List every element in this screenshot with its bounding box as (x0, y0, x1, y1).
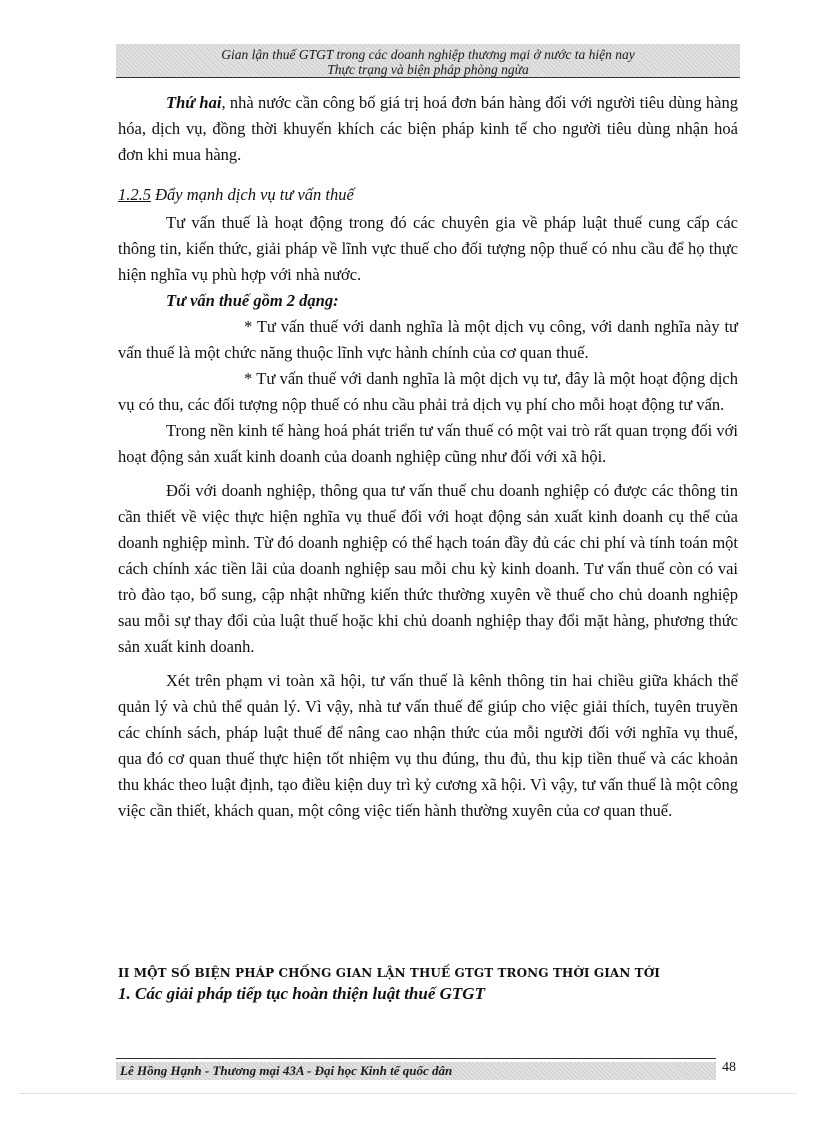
bullet-private-service: * Tư vấn thuế với danh nghĩa là một dịch vụ tư, đây là một hoạt động dịch vụ có thu, các đối tượng nộp thuế có nhu cầu phải trả dịch vụ phí cho mỗi hoạt động tư vấn. (118, 369, 738, 414)
footer-rule (116, 1058, 716, 1059)
section-heading-1-2-5 (118, 182, 738, 208)
paragraph-society: Xét trên phạm vi toàn xã hội, tư vấn thuế là kênh thông tin hai chiều giữa khách thể quản lý và chủ thể quản lý. Vì vậy, nhà tư vấn thuế để giúp cho việc giải thích, tuyên truyền các chính sách, pháp luật thuế để nâng cao nhận thức của mỗi người đối với nghĩa vụ thuế, qua đó cơ quan thuế thực hiện tốt nhiệm vụ thu đúng, thu đủ, thu kịp tiền thuế và các khoản thu khác theo luật định, tạo điều kiện duy trì kỷ cương xã hội. Vì vậy, tư vấn thuế là một công việc cần thiết, khách quan, một công việc tiến hành thường xuyên của cơ quan thuế. (118, 671, 738, 820)
header-title-line1: Gian lận thuế GTGT trong các doanh nghiệp thương mại ở nước ta hiện nay (221, 47, 635, 62)
bullet-public-service: * Tư vấn thuế với danh nghĩa là một dịch vụ công, với danh nghĩa này tư vấn thuế là một chức năng thuộc lĩnh vực hành chính của cơ quan thuế. (118, 317, 738, 362)
page-number: 48 (722, 1060, 736, 1075)
paragraph-definition: Tư vấn thuế là hoạt động trong đó các chuyên gia về pháp luật thuế cung cấp các thông tin, kiến thức, giải pháp về lĩnh vực thuế cho đối tượng nộp thuế có nhu cầu để họ thực hiện nghĩa vụ phù hợp với nhà nước. (118, 213, 738, 284)
section-heading-ii: II MỘT SỐ BIỆN PHÁP CHỐNG GIAN LẬN THUẾ GTGT TRONG THỜI GIAN TỚI (118, 966, 660, 980)
heading-text: Đẩy mạnh dịch vụ tư vấn thuế (151, 185, 354, 204)
paragraph-text: , nhà nước cần công bố giá trị hoá đơn bán hàng đối với người tiêu dùng hàng hóa, dịch vụ, đồng thời khuyến khích các biện pháp kinh tế cho người tiêu dùng nhận hoá đơn khi mua hàng. (118, 93, 739, 164)
subheading-two-types: Tư vấn thuế gồm 2 dạng: (166, 291, 339, 310)
running-footer (116, 1062, 716, 1080)
body-content (118, 90, 738, 824)
heading-number: 1.2.5 (118, 185, 151, 204)
paragraph-lead-term: Thứ hai (166, 93, 222, 112)
header-title-line2: Thực trạng và biện pháp phòng ngừa (327, 62, 529, 77)
running-header (116, 44, 740, 78)
subsection-heading-1: 1. Các giải pháp tiếp tục hoàn thiện luật thuế GTGT (118, 984, 485, 1003)
paragraph-enterprise: Đối với doanh nghiệp, thông qua tư vấn thuế chu doanh nghiệp có được các thông tin cần thiết về việc thực hiện nghĩa vụ thuế đối với hoạt động sản xuất kinh doanh cụ thể của doanh nghiệp mình. Từ đó doanh nghiệp có thể hạch toán đầy đủ các chi phí và tính toán một cách chính xác tiền lãi của doanh nghiệp sau mỗi chu kỳ kinh doanh. Tư vấn thuế còn có vai trò đào tạo, bổ sung, cập nhật những kiến thức thường xuyên về thuế cho chủ doanh nghiệp sau mỗi sự thay đổi của luật thuế hoặc khi chủ doanh nghiệp thay đổi mặt hàng, phương thức sản xuất kinh doanh. (118, 481, 738, 656)
page-edge-divider (20, 1093, 796, 1094)
paragraph-role: Trong nền kinh tế hàng hoá phát triển tư vấn thuế có một vai trò rất quan trọng đối với hoạt động sản xuất kinh doanh của doanh nghiệp cũng như đối với xã hội. (118, 421, 738, 466)
footer-author: Lê Hồng Hạnh - Thương mại 43A - Đại học Kinh tế quốc dân (120, 1063, 453, 1078)
paragraph-thu-hai (118, 90, 738, 168)
